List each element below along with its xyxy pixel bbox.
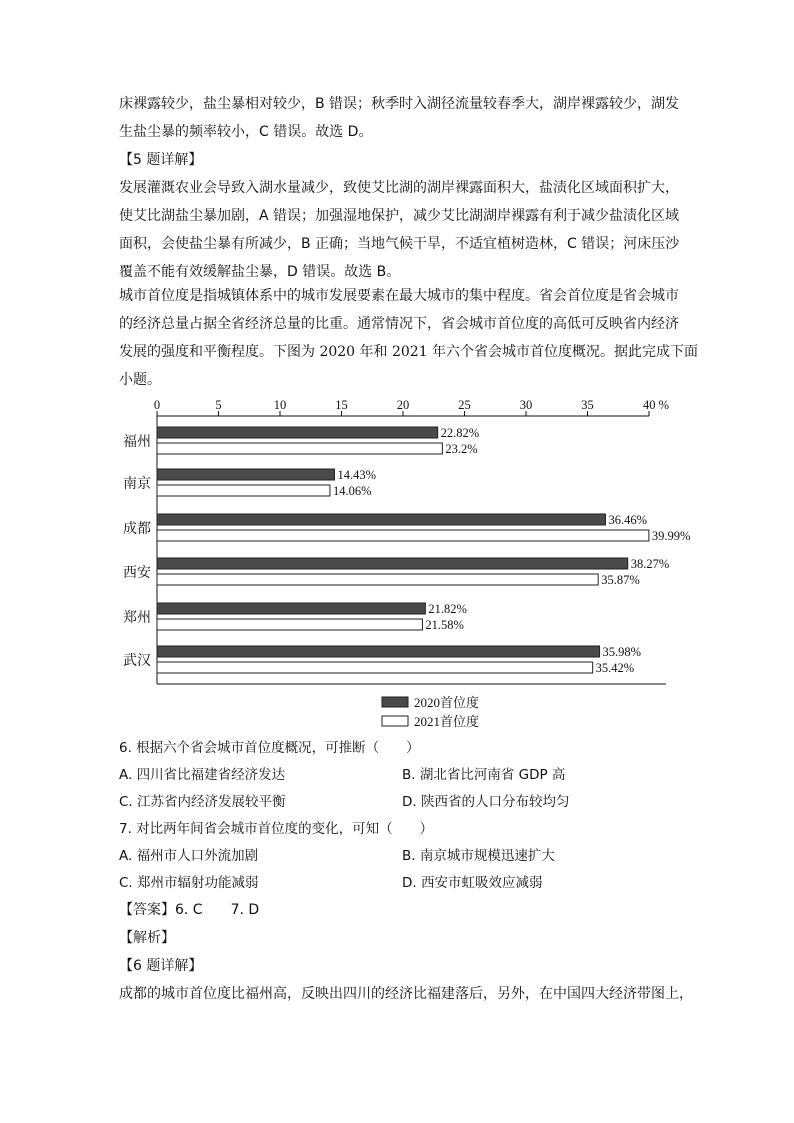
x-tick-label: 20 [396, 398, 410, 412]
q7-option-d[interactable]: D. 西安市虹吸效应减弱 [402, 875, 543, 891]
data-label: 21.82% [428, 602, 467, 616]
category-label: 成都 [123, 522, 151, 537]
q7-stem: 7. 对比两年间省会城市首位度的变化，可知（ ） [119, 821, 434, 837]
q5-line-4: 覆盖不能有效缓解盐尘暴，D 错误。故选 B。 [119, 264, 401, 280]
x-tick-label: 40 % [643, 398, 670, 412]
legend-swatch [382, 697, 408, 707]
category-label: 郑州 [123, 611, 151, 626]
bar-2021 [157, 485, 330, 496]
legend-swatch [382, 716, 408, 726]
analysis-heading: 【解析】 [119, 930, 175, 946]
category-label: 西安 [123, 566, 151, 581]
q6-stem: 6. 根据六个省会城市首位度概况，可推断（ ） [119, 740, 420, 756]
q6-heading: 【6 题详解】 [119, 958, 203, 974]
bar-2020 [157, 514, 605, 525]
category-label: 南京 [123, 477, 151, 492]
x-tick-label: 25 [458, 398, 471, 412]
legend-label: 2020首位度 [414, 695, 480, 710]
category-label: 福州 [123, 435, 151, 450]
x-tick-label: 5 [215, 398, 222, 412]
data-label: 35.87% [601, 573, 640, 587]
bar-2021 [157, 574, 598, 585]
first-city-index-chart [0, 392, 794, 737]
q5-line-2: 使艾比湖盐尘暴加剧，A 错误；加强湿地保护，减少艾比湖湖岸裸露有利于减少盐渍化区域 [119, 208, 680, 224]
q7-option-c[interactable]: C. 郑州市辐射功能减弱 [119, 875, 259, 891]
material-line-3: 发展的强度和平衡程度。下图为 2020 年和 2021 年六个省会城市首位度概况。据此完成下面 [119, 344, 699, 360]
q7-option-a[interactable]: A. 福州市人口外流加剧 [119, 848, 259, 864]
category-label: 武汉 [123, 654, 151, 669]
data-label: 14.43% [337, 468, 377, 482]
material-line-1: 城市首位度是指城镇体系中的城市发展要素在最大城市的集中程度。省会首位度是省会城市 [119, 288, 679, 304]
bar-2020 [157, 469, 334, 480]
data-label: 38.27% [630, 557, 670, 571]
data-label: 35.98% [602, 645, 642, 659]
bar-2021 [157, 443, 442, 454]
q6-explanation-line: 成都的城市首位度比福州高，反映出四川的经济比福建落后，另外，在中国四大经济带图上， [119, 986, 693, 1002]
q5-line-3: 面积，会使盐尘暴有所减少，B 正确；当地气候干旱，不适宜植树造林，C 错误；河床压沙 [119, 236, 680, 252]
bar-2020 [157, 646, 600, 657]
q6-option-d[interactable]: D. 陕西省的人口分布较均匀 [402, 794, 570, 810]
legend-label: 2021首位度 [414, 714, 480, 729]
intro-line-2: 生盐尘暴的频率较小，C 错误。故选 D。 [119, 124, 373, 140]
x-tick-label: 30 [519, 398, 533, 412]
q6-option-a[interactable]: A. 四川省比福建省经济发达 [119, 767, 286, 783]
q6-option-b[interactable]: B. 湖北省比河南省 GDP 高 [402, 767, 566, 783]
data-label: 23.2% [445, 442, 478, 456]
q6-option-c[interactable]: C. 江苏省内经济发展较平衡 [119, 794, 286, 810]
q5-heading: 【5 题详解】 [119, 152, 203, 168]
answer-line: 【答案】6. C 7. D [119, 902, 260, 918]
x-tick-label: 15 [335, 398, 348, 412]
x-tick-label: 35 [581, 398, 594, 412]
data-label: 36.46% [608, 513, 648, 527]
bar-2021 [157, 619, 422, 630]
x-tick-label: 10 [273, 398, 287, 412]
bar-2021 [157, 530, 649, 541]
bar-2020 [157, 558, 628, 569]
data-label: 21.58% [425, 618, 464, 632]
data-label: 39.99% [651, 529, 691, 543]
x-tick-label: 0 [153, 398, 161, 412]
intro-line-1: 床裸露较少，盐尘暴相对较少，B 错误；秋季时入湖径流量较春季大，湖岸裸露较少，湖发 [119, 96, 680, 112]
data-label: 14.06% [332, 484, 372, 498]
material-line-4: 小题。 [119, 372, 161, 388]
q5-line-1: 发展灌溉农业会导致入湖水量减少，致使艾比湖的湖岸裸露面积大，盐渍化区域面积扩大， [119, 180, 679, 196]
data-label: 35.42% [595, 661, 635, 675]
data-label: 22.82% [440, 426, 480, 440]
bar-2021 [157, 662, 593, 673]
q7-option-b[interactable]: B. 南京城市规模迅速扩大 [402, 848, 555, 864]
bar-2020 [157, 427, 438, 438]
material-line-2: 的经济总量占据全省经济总量的比重。通常情况下，省会城市首位度的高低可反映省内经济 [119, 316, 679, 332]
bar-2020 [157, 603, 425, 614]
